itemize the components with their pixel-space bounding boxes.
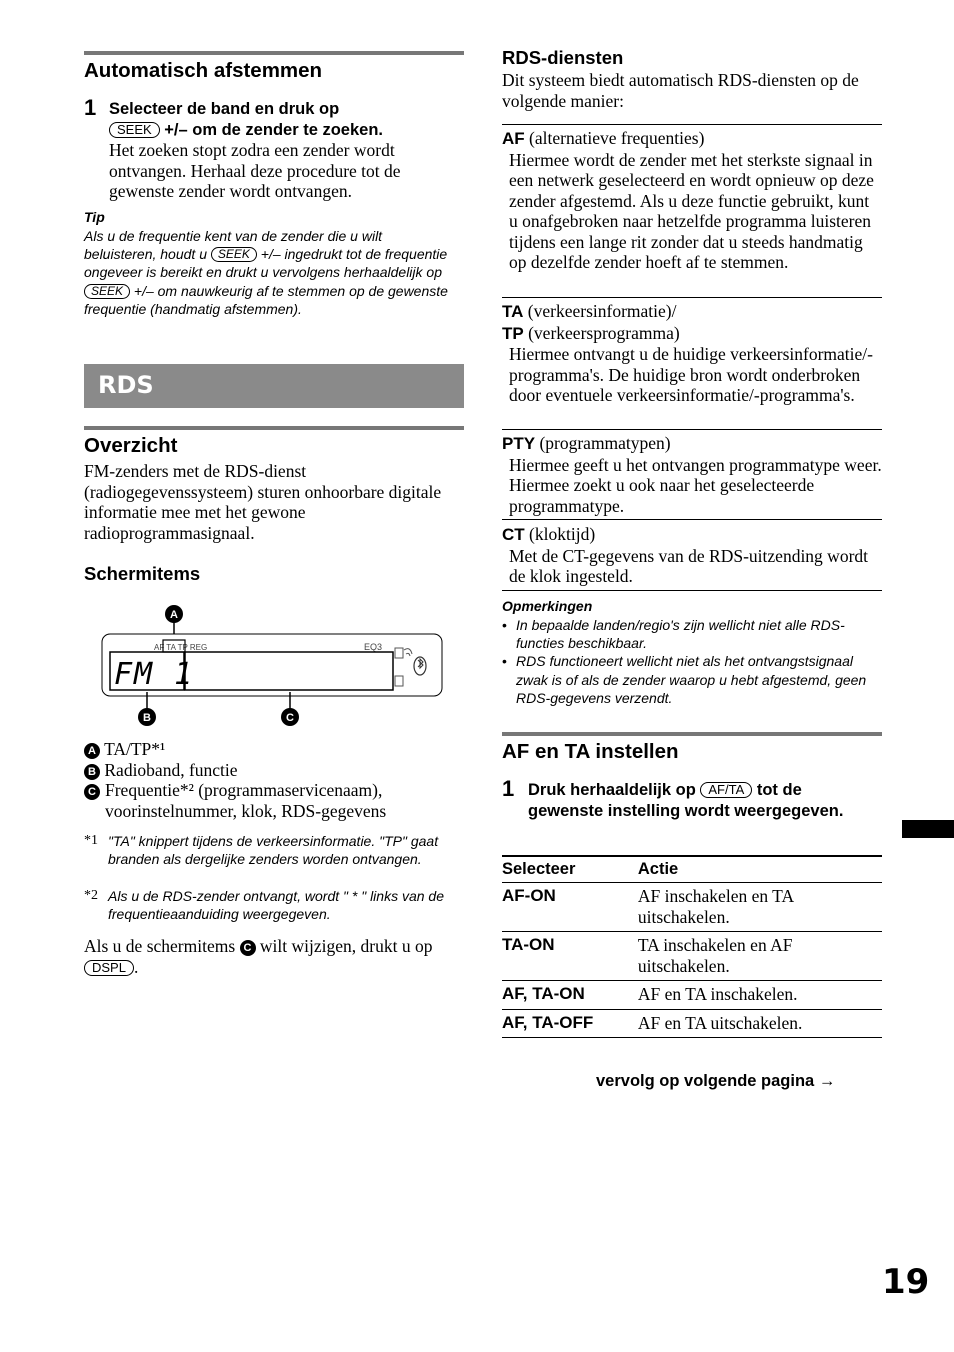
- list-item: • RDS functioneert wellicht niet als het ontvangstsignaal zwak is of als de zender waarop u hebt afgestemd, geen RDS-gegevens verzendt.: [502, 653, 867, 706]
- callout-c-label: C: [286, 712, 294, 724]
- overview-body: FM-zenders met de RDS-dienst (radiogegevenssysteem) sturen onhoorbare digitale informatie mee met het gewone radioprogrammasignaal.: [84, 461, 442, 543]
- divider: [502, 590, 882, 591]
- callout-b-label: B: [143, 712, 151, 724]
- section-rule: [502, 732, 882, 736]
- af-ta-table: [502, 855, 882, 1038]
- divider: [502, 429, 882, 430]
- rds-section-bar: RDS: [84, 364, 464, 408]
- seek-key: SEEK: [109, 122, 160, 138]
- service-af: AF (alternatieve frequenties) Hiermee wordt de zender met het sterkste signaal in een netwerk geselecteerd en wordt opnieuw op deze zender afgestemd. Als u deze functie gebruikt, kunt u onafgebroken naar hetzelfde programma luisteren tijdens een lange rit zonder dat u steeds handmatig op dezelfde zender hoeft af te stemmen.: [502, 128, 874, 272]
- list-item: • In bepaalde landen/regio's zijn wellicht niet alle RDS-functies beschikbaar.: [502, 617, 845, 652]
- divider: [502, 297, 882, 298]
- section-rule: [84, 426, 464, 430]
- af-ta-heading: AF en TA instellen: [502, 740, 679, 763]
- seek-key: SEEK: [211, 247, 257, 262]
- service-ta-tp: TA (verkeersinformatie)/ TP (verkeersprogramma) Hiermee ontvangt u de huidige verkeersinformatie/-programma's. De huidige bron wordt onderbroken door eventuele verkeersinformatie/-programma's.: [502, 301, 873, 405]
- af-ta-key: AF/TA: [700, 782, 752, 798]
- list-item: C Frequentie*² (programmaservicenaam), voorinstelnummer, klok, RDS-gegevens: [84, 780, 454, 821]
- table-row: TA-ON TA inschakelen en AF uitschakelen.: [502, 932, 882, 981]
- divider: [502, 124, 882, 125]
- callout-a-label: A: [170, 609, 178, 621]
- display-band: FM 1: [114, 657, 195, 692]
- list-item: A TA/TP*¹: [84, 739, 454, 760]
- display-change-text: Als u de schermitems C wilt wijzigen, drukt u op DSPL .: [84, 936, 433, 977]
- overview-heading: Overzicht: [84, 434, 178, 457]
- tip-text: Als u de frequentie kent van de zender die u wilt beluisteren, houdt u SEEK +/– ingedrukt tot de frequentie ongeveer is bereikt en drukt u vervolgens herhaaldelijk op SEEK +/– om nauwkeurig af te stemmen op de gewenste frequentie (handmatig afstemmen).: [84, 228, 448, 317]
- step-number: 1: [84, 95, 97, 120]
- screen-items-heading: Schermitems: [84, 563, 201, 584]
- step-number: 1: [502, 776, 515, 801]
- display-eq: EQ3: [364, 642, 383, 652]
- notes-list: [502, 616, 880, 707]
- display-illustration: [96, 600, 446, 730]
- step-instruction: Druk herhaaldelijk op AF/TA tot de gewenste instelling wordt weergegeven.: [528, 781, 844, 820]
- rds-services-intro: Dit systeem biedt automatisch RDS-diensten op de volgende manier:: [502, 70, 859, 111]
- step-instruction: Selecteer de band en druk op SEEK +/– om de zender te zoeken.: [109, 100, 383, 139]
- service-ct: CT (kloktijd) Met de CT-gegevens van de RDS-uitzending wordt de klok ingesteld.: [502, 524, 869, 586]
- table-header: Actie: [638, 856, 882, 883]
- auto-tune-heading: Automatisch afstemmen: [84, 59, 323, 82]
- tip-title: Tip: [84, 209, 105, 225]
- seek-key: SEEK: [84, 284, 130, 299]
- footnote-2: *2 Als u de RDS-zender ontvangt, wordt " * " links van de frequentieaanduiding weergegeven.: [84, 888, 444, 922]
- rds-services-heading: RDS-diensten: [502, 47, 624, 68]
- notes-title: Opmerkingen: [502, 598, 593, 614]
- table-header: Selecteer: [502, 856, 638, 883]
- table-row: AF-ON AF inschakelen en TA uitschakelen.: [502, 883, 882, 932]
- divider: [502, 519, 882, 520]
- service-pty: PTY (programmatypen) Hiermee geeft u het ontvangen programmatype weer. Hiermee zoekt u ook naar het geselecteerde programmatype.: [502, 433, 882, 516]
- page-number: 19: [882, 1262, 930, 1302]
- dspl-key: DSPL: [84, 960, 134, 976]
- continue-note: vervolg op volgende pagina →: [596, 1072, 836, 1090]
- section-rule: [84, 51, 464, 55]
- list-item: B Radioband, functie: [84, 760, 454, 781]
- display-indicators: AF TA TP REG: [154, 643, 208, 652]
- screen-items-list: [84, 739, 454, 821]
- step-body: Het zoeken stopt zodra een zender wordt ontvangen. Herhaal deze procedure tot de gewenste zender wordt ontvangen.: [109, 140, 401, 201]
- table-row: AF, TA-ON AF en TA inschakelen.: [502, 981, 882, 1010]
- arrow-right-icon: →: [818, 1072, 836, 1090]
- table-row: AF, TA-OFF AF en TA uitschakelen.: [502, 1009, 882, 1038]
- footnote-1: *1 "TA" knippert tijdens de verkeersinformatie. "TP" gaat branden als dergelijke zenders worden ontvangen.: [84, 833, 439, 867]
- side-tab-marker: [902, 820, 954, 838]
